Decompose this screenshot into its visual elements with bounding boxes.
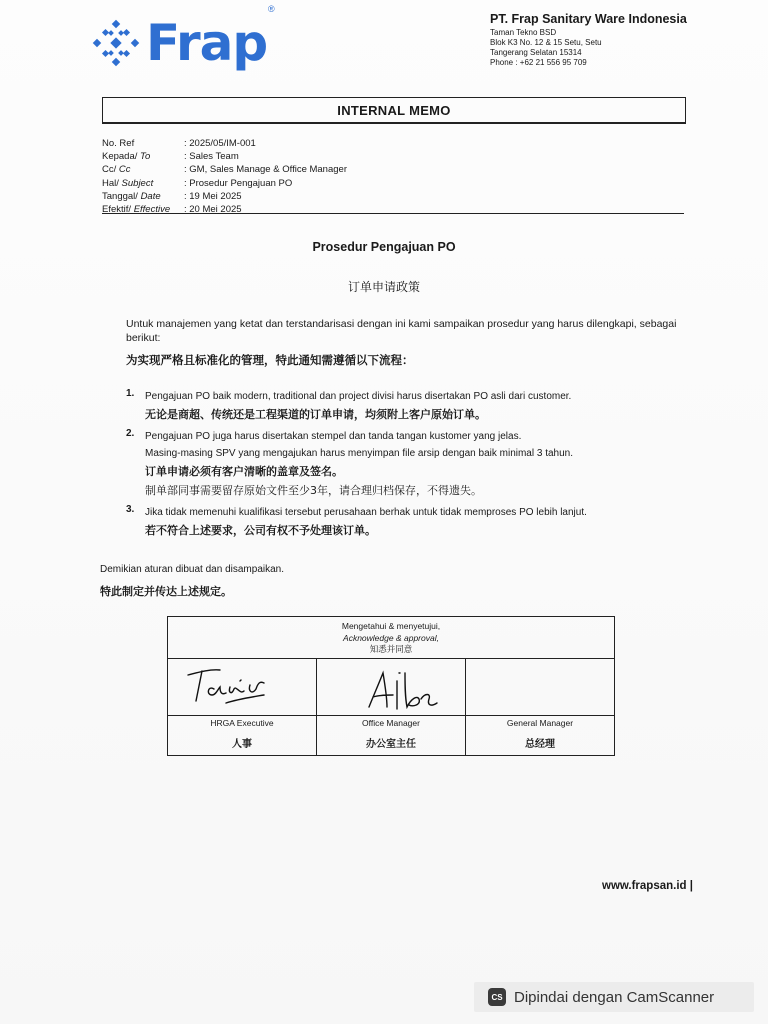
approval-heading (168, 617, 614, 659)
item-text: Jika tidak memenuhi kualifikasi tersebut perusahaan berhak untuk tidak memproses PO lebih lanjut. (145, 507, 587, 518)
item-text-cn: 无论是商超、传统还是工程渠道的订单申请，均须附上客户原始订单。 (145, 408, 486, 421)
role-label-cn: 总经理 (525, 739, 555, 750)
document-title-cn: 订单申请政策 (347, 280, 420, 294)
approval-column-hrga (168, 659, 317, 755)
address-line: Blok K3 No. 12 & 15 Setu, Setu (490, 38, 602, 47)
memo-heading-box (102, 97, 686, 124)
signature-area-empty (466, 659, 614, 716)
company-info (490, 12, 760, 68)
role-label-cn: 人事 (232, 739, 252, 750)
closing-text-cn: 特此制定并传达上述规定。 (100, 585, 232, 598)
item-text: Pengajuan PO juga harus disertakan stempel dan tanda tangan kustomer yang jelas. (145, 431, 522, 442)
approval-table (167, 616, 615, 756)
item-number: 2. (126, 428, 135, 439)
list-item (126, 428, 686, 500)
meta-value: : 2025/05/IM-001 (184, 138, 256, 149)
camscanner-watermark (474, 982, 754, 1012)
meta-row (102, 190, 347, 203)
intro-text-cn: 为实现严格且标准化的管理，特此通知需遵循以下流程： (126, 353, 414, 367)
meta-row (102, 137, 347, 150)
approval-column-office-manager (317, 659, 466, 755)
meta-label: Kepada/ To (102, 151, 151, 163)
meta-value: : 19 Mei 2025 (184, 190, 242, 202)
company-logo (92, 12, 267, 74)
item-text: Pengajuan PO baik modern, traditional dan project divisi harus disertakan PO asli dari customer. (145, 391, 572, 402)
document-title: Prosedur Pengajuan PO (312, 240, 456, 254)
approval-heading-id: Mengetahui & menyetujui, (341, 621, 441, 631)
meta-label: Cc/ Cc (102, 164, 131, 176)
divider (102, 213, 684, 214)
company-name: PT. Frap Sanitary Ware Indonesia (490, 12, 687, 26)
registered-mark: ® (268, 4, 275, 14)
memo-heading: INTERNAL MEMO (337, 102, 451, 118)
memo-meta (102, 137, 347, 216)
item-number: 1. (126, 388, 135, 399)
item-text-cn: 若不符合上述要求，公司有权不予处理该订单。 (145, 524, 376, 537)
address-line: Taman Tekno BSD (490, 28, 557, 37)
closing-text: Demikian aturan dibuat dan disampaikan. (100, 564, 284, 575)
logo-wordmark: Frap (146, 14, 268, 72)
meta-label: Hal/ Subject (102, 177, 154, 189)
item-text-cn: 订单申请必须有客户清晰的盖章及签名。 (145, 465, 343, 478)
camscanner-icon: CS (488, 988, 506, 1006)
item-number: 3. (126, 504, 135, 515)
meta-value: : 20 Mei 2025 (184, 204, 242, 216)
approval-heading-cn: 知悉并同意 (369, 645, 413, 655)
handwritten-signature (317, 659, 465, 715)
item-text-cn: 制单部同事需要留存原始文件至少3年，请合理归档保存，不得遗失。 (145, 484, 482, 497)
list-item (126, 504, 686, 540)
signature-area (168, 659, 316, 716)
frap-snowflake-icon (92, 19, 140, 67)
meta-row (102, 203, 347, 216)
address-line: Tangerang Selatan 15314 (490, 48, 582, 57)
meta-value: : Prosedur Pengajuan PO (184, 177, 293, 189)
approval-columns (168, 659, 614, 755)
meta-row (102, 177, 347, 190)
item-text: Masing-masing SPV yang mengajukan harus menyimpan file arsip dengan baik minimal 3 tahun. (145, 448, 574, 459)
handwritten-signature (168, 659, 316, 715)
approval-heading-en: Acknowledge & approval, (343, 633, 439, 643)
intro-text: Untuk manajemen yang ketat dan terstandarisasi dengan ini kami sampaikan prosedur yang harus dilengkapi, sebagai berikut: (126, 318, 677, 344)
signature-area (317, 659, 465, 716)
role-label: HRGA Executive (210, 718, 274, 728)
meta-row (102, 163, 347, 176)
role-label: Office Manager (362, 718, 420, 728)
role-label-cn: 办公室主任 (366, 739, 416, 750)
meta-label: Efektif/ Effective (102, 204, 171, 216)
company-website: www.frapsan.id | (602, 880, 693, 892)
role-label: General Manager (506, 718, 574, 728)
approval-column-general-manager (466, 659, 614, 755)
meta-label: No. Ref (102, 138, 135, 149)
phone-line: Phone : +62 21 556 95 709 (490, 58, 587, 67)
camscanner-text: Dipindai dengan CamScanner (514, 988, 715, 1006)
list-item (126, 388, 686, 424)
meta-value: : GM, Sales Manage & Office Manager (184, 164, 347, 176)
procedure-list (126, 388, 686, 544)
meta-value: : Sales Team (184, 151, 239, 163)
meta-label: Tanggal/ Date (102, 190, 161, 202)
meta-row (102, 150, 347, 163)
